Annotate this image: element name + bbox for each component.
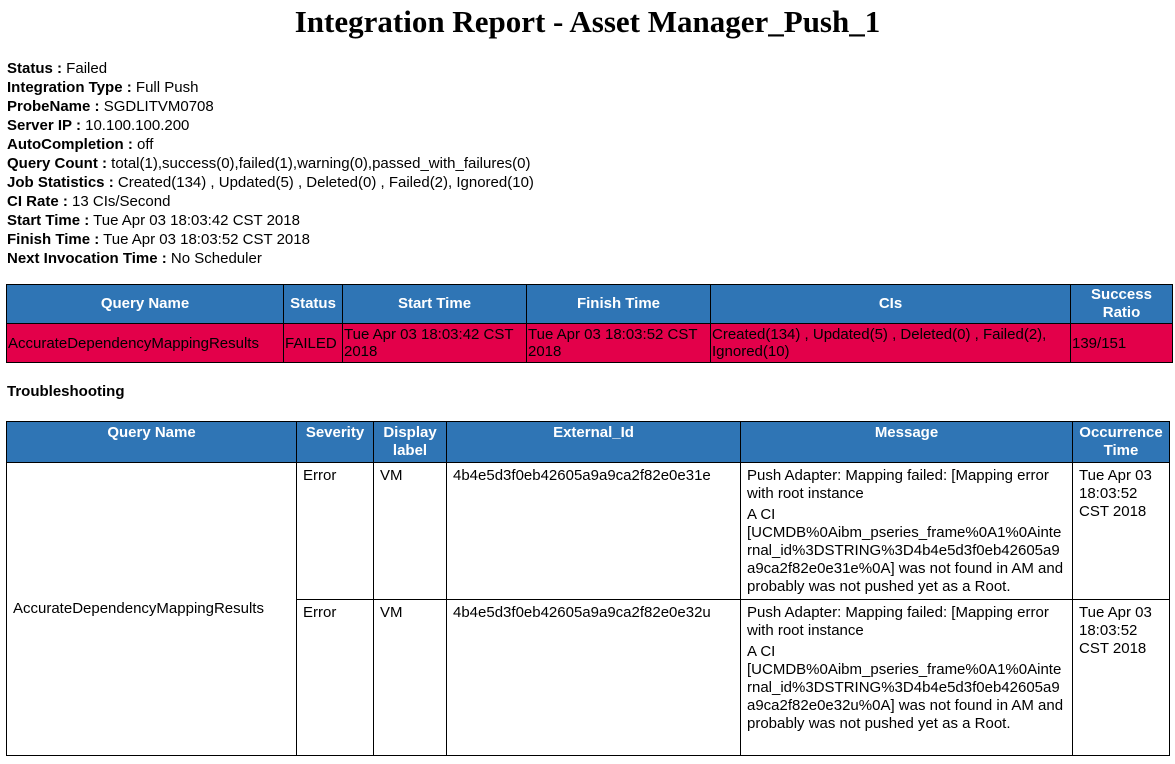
summary-finish-time: [7, 230, 534, 249]
cell-query-name: AccurateDependencyMappingResults: [7, 324, 284, 363]
summary-value: Tue Apr 03 18:03:52 CST 2018: [99, 231, 310, 248]
header-cis: CIs: [711, 285, 1071, 324]
summary-autocompletion: [7, 135, 534, 154]
header-finish-time: Finish Time: [527, 285, 711, 324]
summary-next-invocation: [7, 249, 534, 268]
cell-display-label: VM: [374, 600, 447, 756]
summary-label: Start Time :: [7, 212, 90, 229]
cell-message: [741, 600, 1073, 756]
report-title: Integration Report - Asset Manager_Push_1: [294, 4, 881, 39]
summary-integration-type: [7, 78, 534, 97]
summary-query-count: [7, 154, 534, 173]
cell-occurrence-time: Tue Apr 03 18:03:52 CST 2018: [1073, 463, 1170, 600]
header-severity: Severity: [297, 422, 374, 463]
summary-label: Job Statistics :: [7, 174, 114, 191]
summary-label: Integration Type :: [7, 79, 132, 96]
cell-query-name: AccurateDependencyMappingResults: [7, 463, 297, 756]
summary-status: [7, 59, 534, 78]
cell-external-id: 4b4e5d3f0eb42605a9a9ca2f82e0e32u: [447, 600, 741, 756]
cell-occurrence-time: Tue Apr 03 18:03:52 CST 2018: [1073, 600, 1170, 756]
summary-value: Created(134) , Updated(5) , Deleted(0) , Failed(2), Ignored(10): [113, 174, 534, 191]
header-success-ratio: Success Ratio: [1071, 285, 1173, 324]
summary-label: Next Invocation Time :: [7, 250, 167, 267]
summary-value: SGDLITVM0708: [99, 98, 214, 115]
summary-value: Full Push: [131, 79, 199, 96]
summary-label: Query Count :: [7, 155, 107, 172]
summary-probe-name: [7, 97, 534, 116]
summary-value: Failed: [62, 60, 108, 77]
troubleshooting-heading: Troubleshooting: [7, 383, 125, 400]
summary-server-ip: [7, 116, 534, 135]
summary-job-statistics: [7, 173, 534, 192]
message-line: Push Adapter: Mapping failed: [Mapping error with root instance: [747, 604, 1049, 639]
cell-severity: Error: [297, 463, 374, 600]
table-header-row: [7, 285, 1173, 324]
summary-value: 10.100.100.200: [80, 117, 190, 134]
cell-severity: Error: [297, 600, 374, 756]
header-status: Status: [284, 285, 343, 324]
summary-label: ProbeName :: [7, 98, 100, 115]
cell-external-id: 4b4e5d3f0eb42605a9a9ca2f82e0e31e: [447, 463, 741, 600]
cell-success-ratio: 139/151: [1071, 324, 1173, 363]
cell-display-label: VM: [374, 463, 447, 600]
message-line: Push Adapter: Mapping failed: [Mapping error with root instance: [747, 467, 1049, 502]
message-line: A CI [UCMDB%0Aibm_pseries_frame%0A1%0Ainternal_id%3DSTRING%3D4b4e5d3f0eb42605a9a9ca2f82e0e32u%0A] was not found in AM and probably was not pushed yet as a Root.: [747, 643, 1064, 732]
header-query-name: Query Name: [7, 285, 284, 324]
summary-value: Tue Apr 03 18:03:42 CST 2018: [89, 212, 300, 229]
header-message: Message: [741, 422, 1073, 463]
summary-label: AutoCompletion :: [7, 136, 133, 153]
cell-finish-time: Tue Apr 03 18:03:52 CST 2018: [527, 324, 711, 363]
summary-label: Server IP :: [7, 117, 81, 134]
summary-section: [7, 59, 534, 268]
query-results-table: [6, 284, 1173, 363]
troubleshooting-table: [6, 421, 1170, 756]
header-occurrence-time: Occurrence Time: [1073, 422, 1170, 463]
summary-value: 13 CIs/Second: [67, 193, 171, 210]
cell-status: FAILED: [284, 324, 343, 363]
header-query-name: Query Name: [7, 422, 297, 463]
table-header-row: [7, 422, 1170, 463]
cell-start-time: Tue Apr 03 18:03:42 CST 2018: [343, 324, 527, 363]
header-display-label: Display label: [374, 422, 447, 463]
summary-start-time: [7, 211, 534, 230]
summary-value: off: [132, 136, 154, 153]
table-row: [7, 324, 1173, 363]
cell-message: [741, 463, 1073, 600]
cell-cis: Created(134) , Updated(5) , Deleted(0) , Failed(2), Ignored(10): [711, 324, 1071, 363]
header-start-time: Start Time: [343, 285, 527, 324]
table-row: [7, 463, 1170, 600]
header-external-id: External_Id: [447, 422, 741, 463]
summary-label: Status :: [7, 60, 63, 77]
message-line: A CI [UCMDB%0Aibm_pseries_frame%0A1%0Ainternal_id%3DSTRING%3D4b4e5d3f0eb42605a9a9ca2f82e0e31e%0A] was not found in AM and probably was not pushed yet as a Root.: [747, 506, 1064, 595]
summary-label: CI Rate :: [7, 193, 68, 210]
summary-value: total(1),success(0),failed(1),warning(0),passed_with_failures(0): [107, 155, 531, 172]
summary-label: Finish Time :: [7, 231, 100, 248]
summary-value: No Scheduler: [166, 250, 262, 267]
summary-ci-rate: [7, 192, 534, 211]
